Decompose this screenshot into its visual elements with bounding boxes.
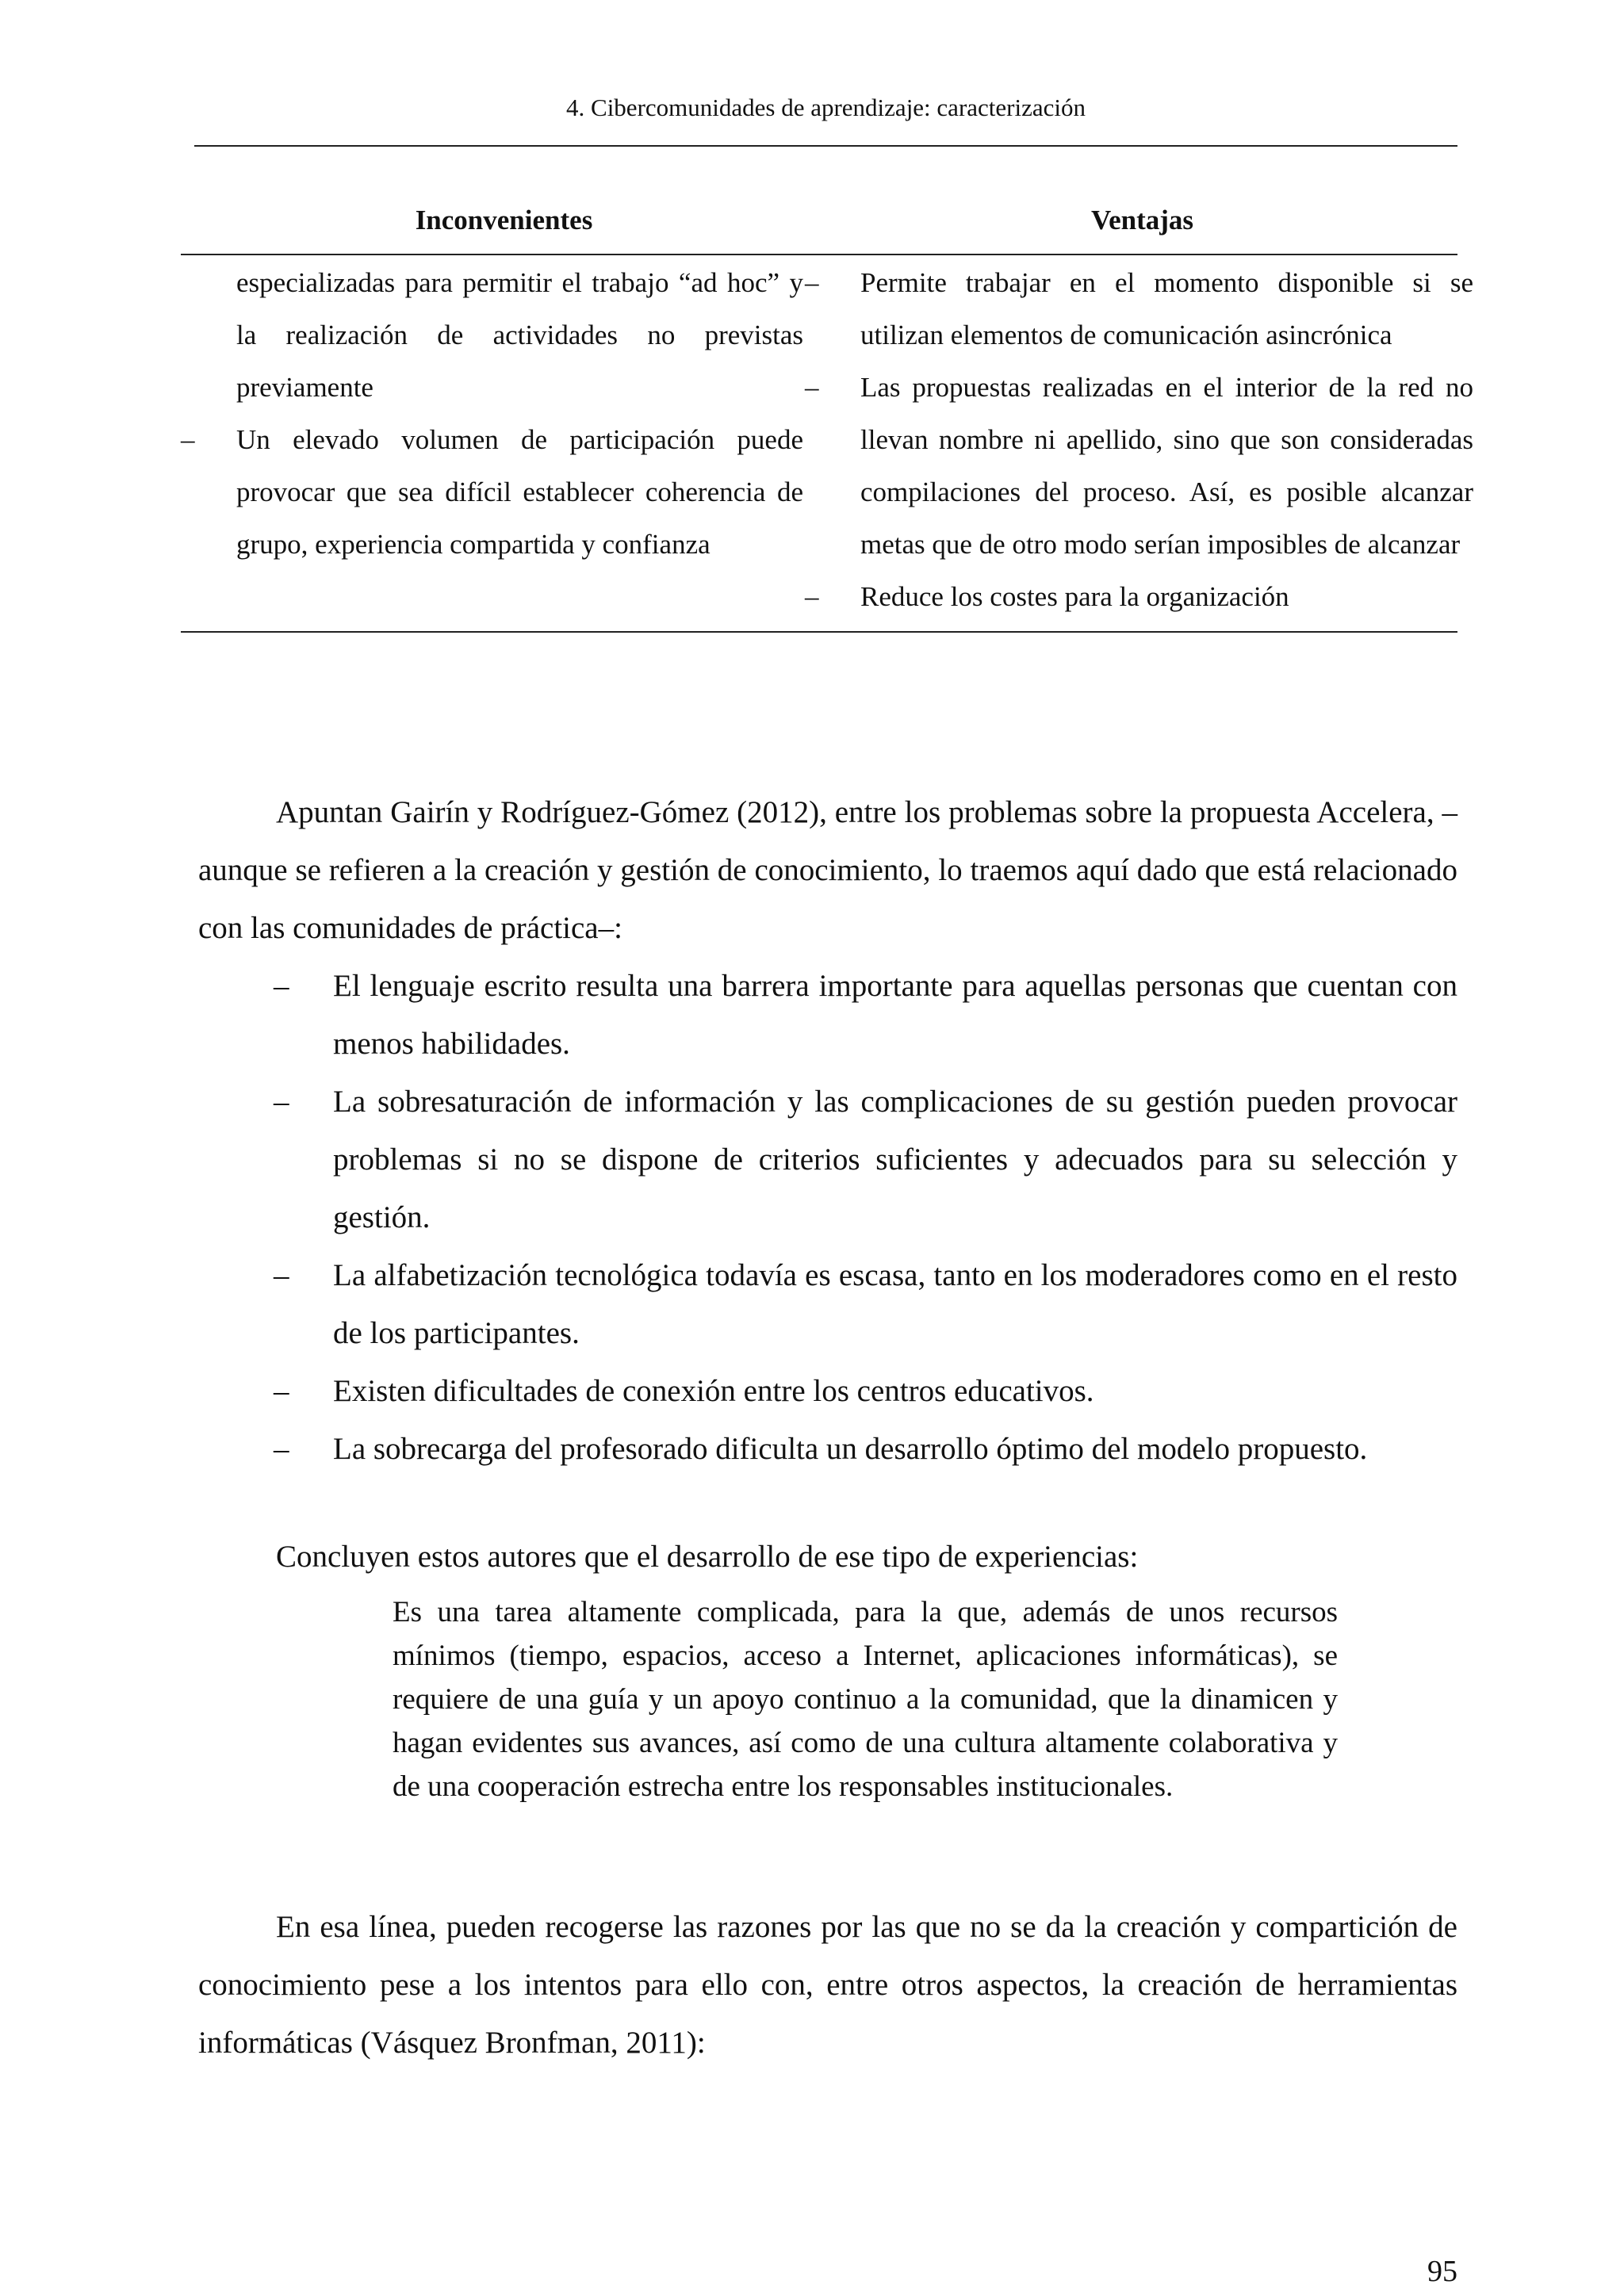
list-item: [198, 957, 1457, 1073]
column-header-ventajas: Ventajas: [1091, 205, 1193, 235]
table-cell: [805, 362, 1473, 571]
paragraph-closing: En esa línea, pueden recogerse las razones por las que no se da la creación y compartición de conocimiento pese a los intentos para ello con, entre otros aspectos, la creación de herramientas informáticas (Vásquez Bronfman, 2011):: [198, 1910, 1457, 2060]
list-item-text: Existen dificultades de conexión entre los centros educativos.: [333, 1374, 1094, 1408]
table-cell: [236, 257, 803, 414]
comparison-table: [181, 205, 1473, 633]
column-header-inconvenientes: Inconvenientes: [415, 205, 593, 235]
cell-text: especializadas para permitir el trabajo “ad hoc” y la realización de actividades no previstas previamente: [236, 267, 803, 403]
list-item: [198, 1073, 1457, 1246]
column-ventajas: [805, 257, 1473, 623]
dash-marker: –: [805, 581, 819, 612]
cell-text: Reduce los costes para la organización: [860, 581, 1289, 612]
block-quote: Es una tarea altamente complicada, para la que, además de unos recursos mínimos (tiempo, espacios, acceso a Internet, aplicaciones informáticas), se requiere de una guía y un apoyo continuo a la comunidad, que la dinamicen y hagan evidentes sus avances, así como de una cultura altamente colaborativa y de una cooperación estrecha entre los responsables institucionales.: [393, 1596, 1338, 1803]
table-bottom-rule: [181, 631, 1457, 633]
list-item-text: El lenguaje escrito resulta una barrera importante para aquellas personas que cuentan con menos habilidades.: [333, 969, 1457, 1061]
table-body: [181, 255, 1473, 623]
table-cell: [181, 414, 803, 571]
table-cell: [805, 257, 1473, 362]
dash-marker: –: [181, 424, 195, 455]
header-rule: [194, 145, 1457, 147]
list-item: [198, 1420, 1457, 1478]
paragraph-intro: Apuntan Gairín y Rodríguez-Gómez (2012), entre los problemas sobre la propuesta Accelera, –aunque se refieren a la creación y gestión de conocimiento, lo traemos aquí dado que está relacionado con las comunidades de práctica–:: [198, 795, 1457, 945]
dash-marker: –: [805, 267, 819, 298]
dash-marker: –: [274, 1085, 289, 1119]
dash-marker: –: [274, 1432, 289, 1466]
page-number: 95: [1427, 2255, 1457, 2288]
list-item: [198, 1362, 1457, 1420]
column-inconvenientes: [181, 257, 827, 623]
list-item: [198, 1246, 1457, 1362]
table-cell: [805, 571, 1473, 623]
running-header: 4. Cibercomunidades de aprendizaje: caracterización: [566, 94, 1086, 121]
list-item-text: La alfabetización tecnológica todavía es escasa, tanto en los moderadores como en el resto de los participantes.: [333, 1258, 1457, 1350]
dash-marker: –: [274, 969, 289, 1003]
list-item-text: La sobrecarga del profesorado dificulta un desarrollo óptimo del modelo propuesto.: [333, 1432, 1368, 1466]
paragraph-conclusion: Concluyen estos autores que el desarrollo de ese tipo de experiencias:: [276, 1540, 1139, 1574]
cell-text: Un elevado volumen de participación puede provocar que sea difícil establecer coherencia de grupo, experiencia compartida y confianza: [236, 424, 803, 560]
dash-marker: –: [274, 1258, 289, 1292]
cell-text: Las propuestas realizadas en el interior de la red no llevan nombre ni apellido, sino que son consideradas compilaciones del proceso. Así, es posible alcanzar metas que de otro modo serían imposibles de alcanzar: [860, 372, 1473, 560]
dash-marker: –: [805, 372, 819, 403]
cell-text: Permite trabajar en el momento disponible si se utilizan elementos de comunicación asincrónica: [860, 267, 1473, 350]
dash-marker: –: [274, 1374, 289, 1408]
bullet-list: [198, 957, 1457, 1478]
list-item-text: La sobresaturación de información y las complicaciones de su gestión pueden provocar problemas si no se dispone de criterios suficientes y adecuados para su selección y gestión.: [333, 1085, 1457, 1234]
table-header-row: [181, 205, 1457, 254]
